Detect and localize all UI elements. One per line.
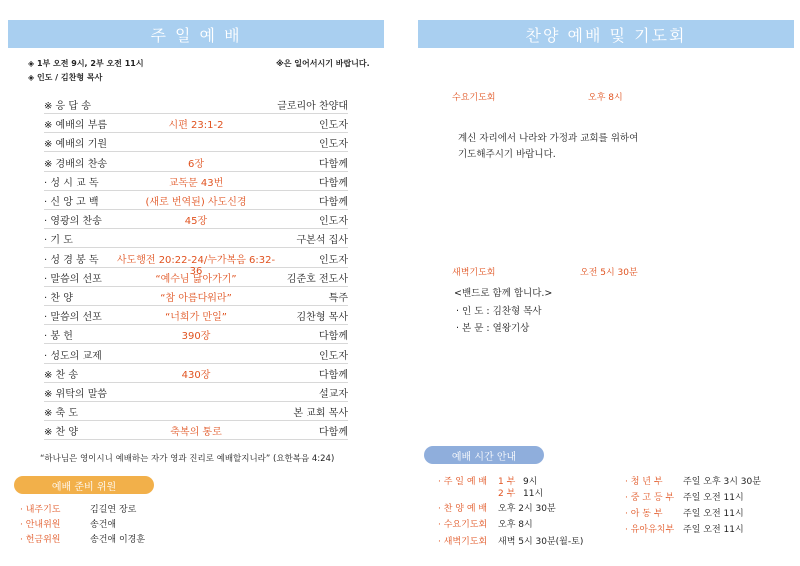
order-person: 다함께 xyxy=(319,427,348,439)
order-person: 인도자 xyxy=(319,216,348,228)
dawn-band-note: <밴드로 함께 합니다.> xyxy=(454,288,553,299)
order-item: · 영광의 찬송 xyxy=(44,216,102,228)
schedule-sunday xyxy=(438,474,598,487)
committee-role: · 안내위원 xyxy=(20,520,61,530)
order-detail: “예수님 닮아가기” xyxy=(155,273,237,285)
order-row xyxy=(44,267,348,287)
order-row xyxy=(44,228,348,248)
dawn-prayer-label: 새벽기도회 xyxy=(452,268,496,278)
schedule-value: 주일 오전 11시 xyxy=(683,525,744,535)
order-row xyxy=(44,324,348,344)
order-item: ※ 예배의 부름 xyxy=(44,120,108,132)
order-person: 설교자 xyxy=(319,389,348,400)
schedule-part2-time: 11시 xyxy=(523,489,544,499)
schedule-title-label: 예배 시간 안내 xyxy=(451,451,517,463)
schedule-value: 주일 오전 11시 xyxy=(683,509,744,519)
schedule-key: · 아 동 부 xyxy=(625,509,663,519)
order-person: 인도자 xyxy=(319,120,348,132)
schedule-value: 오후 8시 xyxy=(498,520,533,530)
order-person: 다함께 xyxy=(319,369,348,381)
order-person: 다함께 xyxy=(319,177,348,189)
schedule-key: · 찬 양 예 배 xyxy=(438,504,488,514)
order-person: 인도자 xyxy=(319,254,348,266)
committee-name: 송건애 이경훈 xyxy=(90,535,146,545)
order-row xyxy=(44,113,348,133)
order-item: · 봉 헌 xyxy=(44,331,73,343)
order-row xyxy=(44,344,348,364)
schedule-key: · 수요기도회 xyxy=(438,520,488,530)
committee-title-label: 예배 준비 위원 xyxy=(51,481,117,493)
order-item: ※ 축 도 xyxy=(44,408,79,420)
order-row xyxy=(44,152,348,172)
order-row xyxy=(44,420,348,440)
committee-role: · 내주기도 xyxy=(20,505,61,515)
order-row xyxy=(44,132,348,152)
order-item: · 기 도 xyxy=(44,235,73,247)
schedule-wednesday xyxy=(438,517,533,530)
schedule-youth xyxy=(625,474,761,487)
order-item: · 신 앙 고 백 xyxy=(44,197,99,208)
wednesday-prayer-time: 오후 8시 xyxy=(588,93,623,103)
order-person: 다함께 xyxy=(319,158,348,170)
schedule-key: · 새벽기도회 xyxy=(438,537,488,547)
schedule-praise xyxy=(438,501,556,514)
committee-name: 김길연 장로 xyxy=(90,505,137,515)
dawn-leader: · 인 도 : 김찬형 목사 xyxy=(456,306,542,317)
order-row xyxy=(44,286,348,306)
order-row xyxy=(44,190,348,210)
order-item: · 성도의 교제 xyxy=(44,350,102,362)
schedule-part1: 1 부 xyxy=(498,477,516,487)
order-item: ※ 찬 양 xyxy=(44,427,79,439)
order-person: 구본석 집사 xyxy=(296,235,348,247)
order-row xyxy=(44,305,348,325)
order-detail: 축복의 통로 xyxy=(170,427,222,439)
order-row xyxy=(44,209,348,229)
wednesday-prayer-label: 수요기도회 xyxy=(452,93,496,103)
order-item: ※ 찬 송 xyxy=(44,369,79,381)
order-row xyxy=(44,171,348,191)
order-row xyxy=(44,401,348,421)
wednesday-prayer-text-1: 계신 자리에서 나라와 가정과 교회를 위하여 xyxy=(458,133,639,144)
order-item: · 성 시 교 독 xyxy=(44,177,99,189)
worship-leader: ◈ 인도 / 김찬형 목사 xyxy=(28,73,103,82)
schedule-value: 오후 2시 30분 xyxy=(498,504,556,514)
committee-title xyxy=(14,476,154,494)
schedule-value: 새벽 5시 30분(월-토) xyxy=(498,537,584,547)
dawn-prayer-time: 오전 5시 30분 xyxy=(580,268,638,278)
order-row xyxy=(44,248,348,277)
schedule-dawn xyxy=(438,534,584,547)
schedule-value: 주일 오후 3시 30분 xyxy=(683,477,761,487)
order-detail: 390장 xyxy=(181,331,211,343)
order-row xyxy=(44,363,348,383)
schedule-key: · 유아유치부 xyxy=(625,525,675,535)
order-detail: 교독문 43번 xyxy=(168,177,224,189)
order-detail: 시편 23:1-2 xyxy=(168,120,224,132)
order-detail: 430장 xyxy=(181,369,211,381)
order-person: 다함께 xyxy=(319,197,348,208)
order-person: 인도자 xyxy=(319,350,348,362)
order-item: · 말씀의 선포 xyxy=(44,312,102,324)
schedule-children xyxy=(625,506,744,519)
schedule-kindergarten xyxy=(625,522,744,535)
committee-role: · 헌금위원 xyxy=(20,535,61,545)
standing-note: ※은 일어서시기 바랍니다. xyxy=(276,59,370,68)
order-person: 본 교회 목사 xyxy=(293,408,348,420)
page-title: 주 일 예 배 xyxy=(150,25,242,45)
order-detail: “참 아름다워라” xyxy=(160,293,232,304)
schedule-key: · 중 고 등 부 xyxy=(625,493,675,503)
order-person: 다함께 xyxy=(319,331,348,343)
schedule-key: · 주 일 예 배 xyxy=(438,477,488,487)
dawn-scripture: · 본 문 : 열왕기상 xyxy=(456,323,530,334)
order-item: ※ 경배의 찬송 xyxy=(44,158,108,170)
schedule-secondary xyxy=(625,490,744,503)
order-item: · 성 경 봉 독 xyxy=(44,254,99,266)
scripture-quote: “하나님은 영이시니 예배하는 자가 영과 진리로 예배할지니라” (요한복음 4:24) xyxy=(40,454,335,464)
wednesday-prayer-text-2: 기도해주시기 바랍니다. xyxy=(458,149,556,160)
schedule-part1-time: 9시 xyxy=(523,477,538,487)
order-detail: 사도행전 20:22-24/누가복음 6:32-36 xyxy=(116,254,276,277)
schedule-title xyxy=(424,446,544,464)
order-item: ※ 위탁의 말씀 xyxy=(44,389,108,400)
order-row xyxy=(44,382,348,402)
order-item: · 찬 양 xyxy=(44,293,73,304)
schedule-part2: 2 부 xyxy=(498,489,516,499)
order-person: 김찬형 목사 xyxy=(296,312,348,324)
order-item: · 말씀의 선포 xyxy=(44,273,102,285)
worship-times: ◈ 1부 오전 9시, 2부 오전 11시 xyxy=(28,59,144,68)
order-item: ※ 예배의 기원 xyxy=(44,139,108,151)
sunday-worship-header xyxy=(8,20,384,48)
order-row xyxy=(44,94,348,114)
schedule-value: 주일 오전 11시 xyxy=(683,493,744,503)
order-detail: 45장 xyxy=(184,216,208,228)
order-person: 글로리아 찬양대 xyxy=(277,101,348,112)
committee-name: 송건애 xyxy=(90,520,117,530)
order-item: ※ 응 답 송 xyxy=(44,101,91,112)
order-person: 인도자 xyxy=(319,139,348,151)
right-page-title: 찬양 예배 및 기도회 xyxy=(525,25,687,45)
order-detail: “너희가 만일” xyxy=(165,312,227,324)
order-detail: 6장 xyxy=(187,158,205,170)
schedule-key: · 청 년 부 xyxy=(625,477,663,487)
order-person: 김준호 전도사 xyxy=(286,273,348,285)
praise-worship-header xyxy=(418,20,794,48)
order-detail: (새로 번역된) 사도신경 xyxy=(145,197,247,208)
order-person: 특주 xyxy=(328,293,348,304)
